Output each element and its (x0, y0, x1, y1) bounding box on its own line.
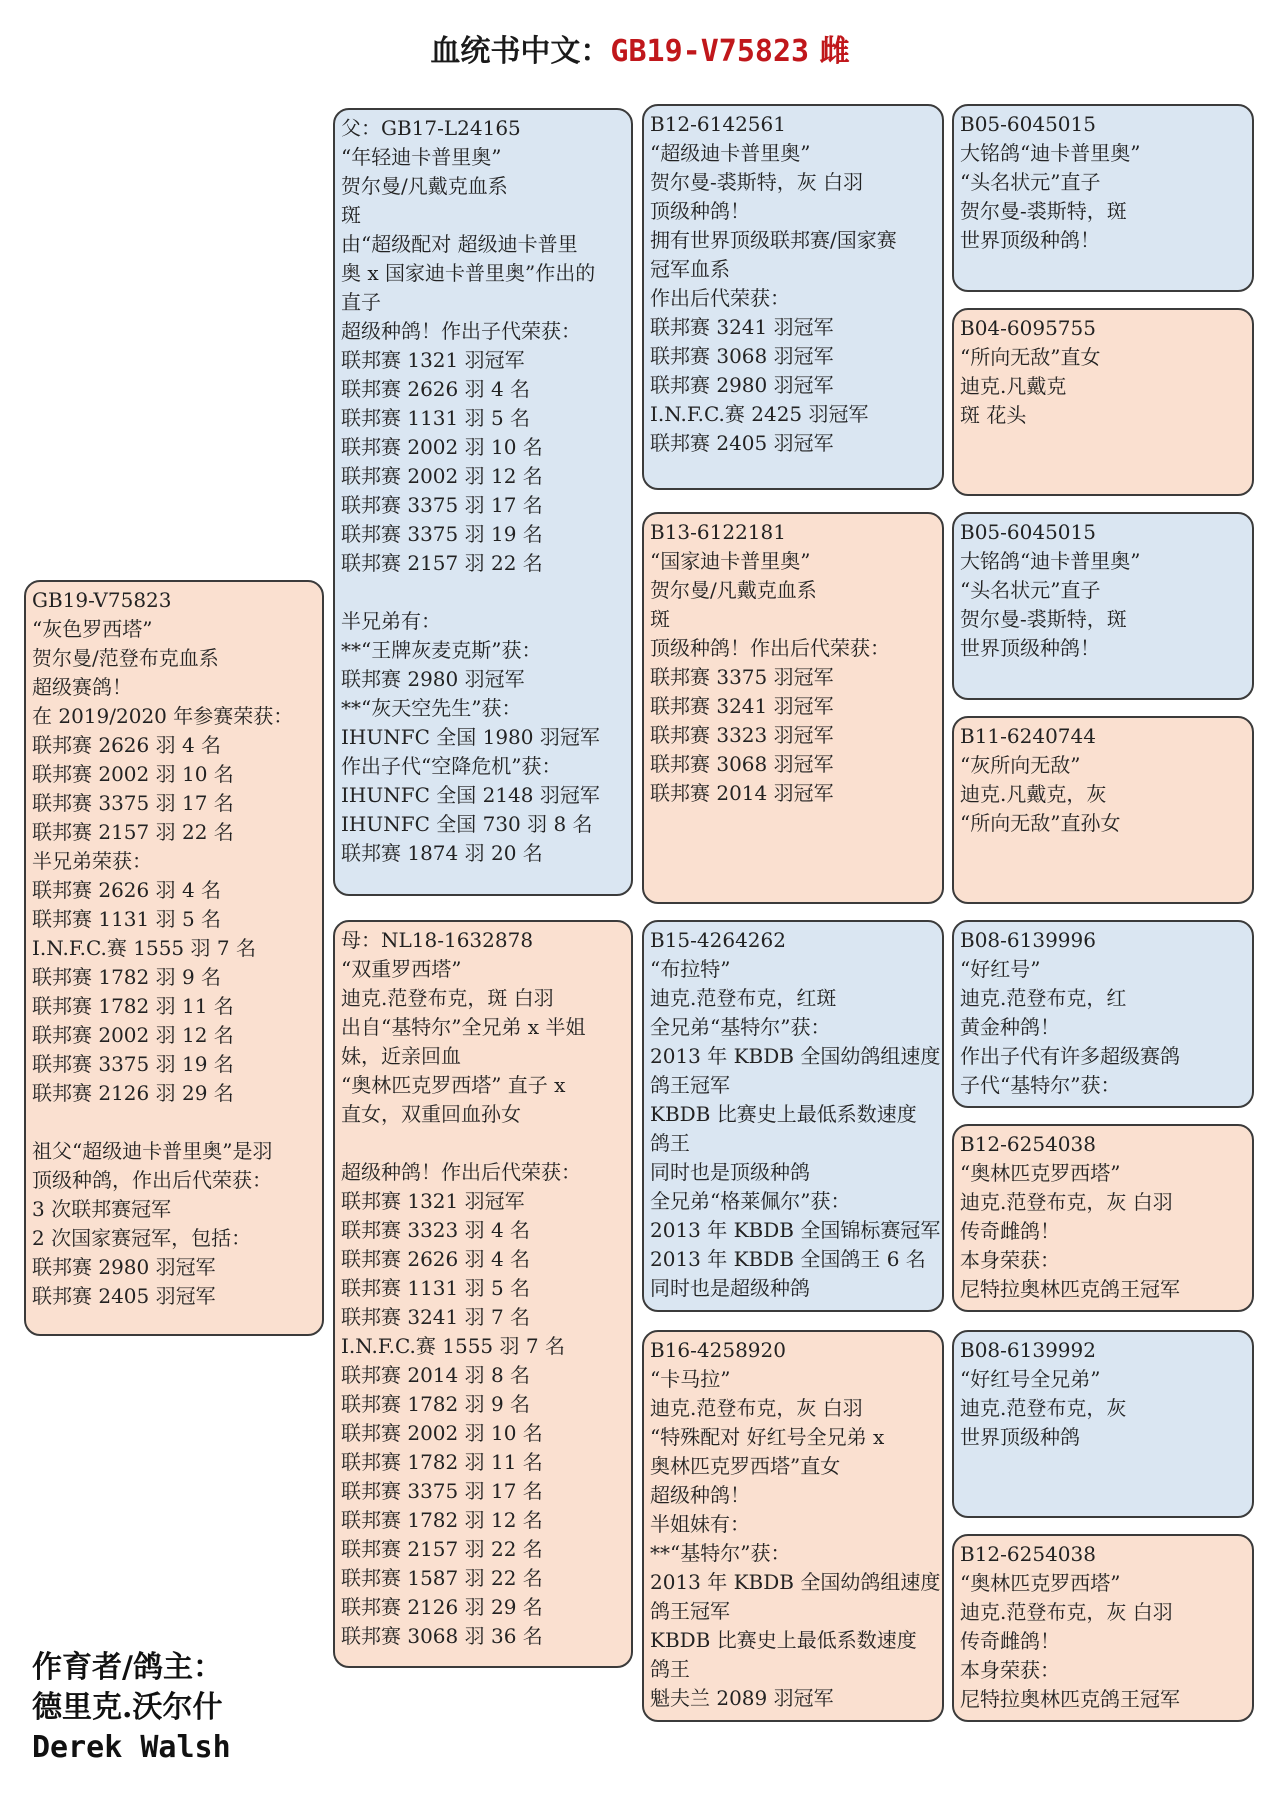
pedigree-line: 传奇雌鸽！ (960, 1629, 1060, 1653)
title-sex: 雌 (819, 34, 850, 69)
pigeon-ring-number: B05-6045015 (960, 520, 1096, 544)
pedigree-line: 联邦赛 2126 羽 29 名 (341, 1595, 543, 1619)
pedigree-line: 联邦赛 3241 羽冠军 (650, 315, 834, 339)
pedigree-line: 联邦赛 1131 羽 5 名 (341, 406, 531, 430)
pedigree-line: 大铭鸽“迪卡普里奥” (960, 141, 1141, 165)
title-label: 血统书中文： (430, 34, 611, 69)
pigeon-ring-number: B15-4264262 (650, 928, 786, 952)
pedigree-line: “好红号” (960, 957, 1041, 981)
pedigree-line: 拥有世界顶级联邦赛/国家赛 (650, 228, 897, 252)
pedigree-line: “年轻迪卡普里奥” (341, 145, 502, 169)
pedigree-line: KBDB 比赛史上最低系数速度 (650, 1628, 917, 1652)
pedigree-line: 联邦赛 1131 羽 5 名 (32, 907, 222, 931)
pedigree-line: “好红号全兄弟” (960, 1367, 1101, 1391)
pedigree-line: 2013 年 KBDB 全国锦标赛冠军 (650, 1218, 941, 1242)
pedigree-line: 联邦赛 3068 羽冠军 (650, 344, 834, 368)
pedigree-line: 直子 (341, 290, 381, 314)
pedigree-line: 本身荣获： (960, 1658, 1060, 1682)
pedigree-box-ds-sire (952, 920, 1254, 1108)
pedigree-line: 联邦赛 3323 羽 4 名 (341, 1218, 531, 1242)
pedigree-line: 联邦赛 2157 羽 22 名 (32, 820, 234, 844)
pedigree-line: 鸽王 (650, 1131, 690, 1155)
pedigree-line: 超级种鸽！作出子代荣获： (341, 319, 581, 343)
pedigree-line: 联邦赛 2002 羽 12 名 (341, 464, 543, 488)
pedigree-line: 迪克.范登布克，红斑 (650, 986, 837, 1010)
pedigree-box-dam (333, 920, 633, 1668)
pedigree-line: 顶级种鸽！作出后代荣获： (650, 636, 890, 660)
pedigree-line: 在 2019/2020 年参赛荣获： (32, 704, 294, 728)
pedigree-line: 联邦赛 2980 羽冠军 (32, 1255, 216, 1279)
pedigree-line: 联邦赛 2002 羽 12 名 (32, 1023, 234, 1047)
pedigree-line: 2013 年 KBDB 全国鸽王 6 名 (650, 1247, 926, 1271)
pedigree-line: 半兄弟荣获： (32, 849, 152, 873)
pedigree-line: 本身荣获： (960, 1248, 1060, 1272)
pedigree-line: 联邦赛 1782 羽 12 名 (341, 1508, 543, 1532)
pedigree-line (341, 1129, 625, 1158)
pedigree-line: 斑 花头 (960, 403, 1027, 427)
pedigree-box-ds-dam (952, 1124, 1254, 1312)
pedigree-line: 作出后代荣获： (650, 286, 790, 310)
pedigree-line: KBDB 比赛史上最低系数速度 (650, 1102, 917, 1126)
pedigree-line: 联邦赛 1782 羽 11 名 (341, 1450, 543, 1474)
pedigree-line: 斑 (341, 203, 361, 227)
pedigree-line: “所向无敌”直孙女 (960, 811, 1121, 835)
title-ring-number: GB19-V75823 (610, 34, 810, 69)
pedigree-line: 迪克.范登布克，灰 白羽 (960, 1190, 1173, 1214)
pedigree-line: IHUNFC 全国 730 羽 8 名 (341, 812, 593, 836)
pedigree-line: “所向无敌”直女 (960, 345, 1101, 369)
pedigree-line: 联邦赛 3068 羽冠军 (650, 752, 834, 776)
pedigree-line: **“灰天空先生”获： (341, 696, 522, 720)
breeder-owner (32, 1648, 231, 1768)
pedigree-line: 冠军血系 (650, 257, 730, 281)
pedigree-box-sd-sire (952, 512, 1254, 700)
pedigree-line: 贺尔曼/凡戴克血系 (341, 174, 508, 198)
pedigree-line: 迪克.凡戴克 (960, 374, 1067, 398)
pedigree-line: 联邦赛 2157 羽 22 名 (341, 1537, 543, 1561)
pedigree-line: 联邦赛 3375 羽 19 名 (341, 522, 543, 546)
pigeon-ring-number: B12-6254038 (960, 1132, 1096, 1156)
pedigree-line: “国家迪卡普里奥” (650, 549, 811, 573)
pedigree-line: 尼特拉奥林匹克鸽王冠军 (960, 1277, 1180, 1301)
pedigree-line: 迪克.范登布克，斑 白羽 (341, 986, 554, 1010)
pedigree-line: 3 次联邦赛冠军 (32, 1197, 172, 1221)
pedigree-line: I.N.F.C.赛 2425 羽冠军 (650, 402, 869, 426)
pedigree-line: 迪克.范登布克，红 (960, 986, 1127, 1010)
pigeon-ring-number: B08-6139992 (960, 1338, 1096, 1362)
pigeon-ring-number: B13-6122181 (650, 520, 786, 544)
pedigree-line: “布拉特” (650, 957, 731, 981)
pedigree-line: I.N.F.C.赛 1555 羽 7 名 (32, 936, 256, 960)
pedigree-line (341, 578, 625, 607)
pedigree-line: 联邦赛 2002 羽 10 名 (341, 435, 543, 459)
pigeon-ring-number: B05-6045015 (960, 112, 1096, 136)
pedigree-line (32, 1108, 316, 1137)
pedigree-line: 世界顶级种鸽！ (960, 228, 1100, 252)
pedigree-line: 同时也是顶级种鸽 (650, 1160, 810, 1184)
pedigree-line: 联邦赛 3375 羽冠军 (650, 665, 834, 689)
pedigree-line: 2013 年 KBDB 全国幼鸽组速度 (650, 1044, 941, 1068)
pedigree-line: 鸽王冠军 (650, 1073, 730, 1097)
pedigree-line: 半兄弟有： (341, 609, 441, 633)
pedigree-line: 贺尔曼-裘斯特，斑 (960, 199, 1127, 223)
pedigree-line: 贺尔曼/凡戴克血系 (650, 578, 817, 602)
pedigree-line: 联邦赛 3375 羽 17 名 (32, 791, 234, 815)
pedigree-box-ss-dam (952, 308, 1254, 496)
pedigree-line: 大铭鸽“迪卡普里奥” (960, 549, 1141, 573)
pedigree-line: 联邦赛 1874 羽 20 名 (341, 841, 543, 865)
pedigree-line: 联邦赛 2980 羽冠军 (341, 667, 525, 691)
pedigree-box-sd-dam (952, 716, 1254, 904)
pedigree-line: IHUNFC 全国 2148 羽冠军 (341, 783, 600, 807)
pedigree-box-ss-sire (952, 104, 1254, 292)
pedigree-line: 传奇雌鸽！ (960, 1219, 1060, 1243)
pedigree-line: 作出子代“空降危机”获： (341, 754, 562, 778)
pedigree-line: 祖父“超级迪卡普里奥”是羽 (32, 1139, 273, 1163)
pedigree-box-sire (333, 108, 633, 896)
pedigree-line: 迪克.凡戴克，灰 (960, 782, 1107, 806)
pedigree-box-subject (24, 580, 324, 1336)
pedigree-line: 超级种鸽！ (650, 1483, 750, 1507)
pedigree-line: 2013 年 KBDB 全国幼鸽组速度 (650, 1570, 941, 1594)
pedigree-line: 作出子代有许多超级赛鸽 (960, 1044, 1180, 1068)
pedigree-line: **“基特尔”获： (650, 1541, 791, 1565)
pedigree-line: 迪克.范登布克，灰 白羽 (960, 1600, 1173, 1624)
pedigree-line: 联邦赛 3375 羽 17 名 (341, 493, 543, 517)
pigeon-ring-number: GB19-V75823 (32, 588, 172, 612)
pedigree-line: 由“超级配对 超级迪卡普里 (341, 232, 578, 256)
pedigree-line: “头名状元”直子 (960, 578, 1101, 602)
pedigree-line: 联邦赛 2014 羽 8 名 (341, 1363, 531, 1387)
pedigree-line: I.N.F.C.赛 1555 羽 7 名 (341, 1334, 565, 1358)
pedigree-line: 顶级种鸽！ (650, 199, 750, 223)
pedigree-line: 鸽王冠军 (650, 1599, 730, 1623)
page-title (0, 26, 1280, 70)
pedigree-line: 半姐妹有： (650, 1512, 750, 1536)
pedigree-line: 迪克.范登布克，灰 (960, 1396, 1127, 1420)
pedigree-line: 联邦赛 2405 羽冠军 (32, 1284, 216, 1308)
pedigree-line: **“王牌灰麦克斯”获： (341, 638, 542, 662)
pedigree-line: 子代“基特尔”获： (960, 1073, 1121, 1097)
pedigree-line: 联邦赛 2626 羽 4 名 (32, 878, 222, 902)
pedigree-line: 黄金种鸽！ (960, 1015, 1060, 1039)
pedigree-line: 联邦赛 3375 羽 19 名 (32, 1052, 234, 1076)
pedigree-line: 联邦赛 1782 羽 9 名 (341, 1392, 531, 1416)
pedigree-line: 妹，近亲回血 (341, 1044, 461, 1068)
pedigree-line: 联邦赛 1782 羽 9 名 (32, 965, 222, 989)
pedigree-line: 贺尔曼/范登布克血系 (32, 646, 219, 670)
pigeon-ring-number: B12-6254038 (960, 1542, 1096, 1566)
pedigree-line: 奥 x 国家迪卡普里奥”作出的 (341, 261, 596, 285)
breeder-name-en: Derek Walsh (32, 1730, 231, 1765)
pedigree-line: 全兄弟“格莱佩尔”获： (650, 1189, 851, 1213)
pigeon-ring-number: 父：GB17-L24165 (341, 116, 521, 140)
pedigree-line: 联邦赛 1321 羽冠军 (341, 348, 525, 372)
pedigree-line: 超级种鸽！作出后代荣获： (341, 1160, 581, 1184)
pedigree-line: “超级迪卡普里奥” (650, 141, 811, 165)
pedigree-line: 同时也是超级种鸽 (650, 1276, 810, 1300)
pigeon-ring-number: B08-6139996 (960, 928, 1096, 952)
pedigree-line: 联邦赛 1131 羽 5 名 (341, 1276, 531, 1300)
pedigree-line: 联邦赛 3241 羽冠军 (650, 694, 834, 718)
breeder-label: 作育者/鸽主： (32, 1650, 223, 1685)
pedigree-line: IHUNFC 全国 1980 羽冠军 (341, 725, 600, 749)
pedigree-line: 超级赛鸽！ (32, 675, 132, 699)
pedigree-line: 联邦赛 2626 羽 4 名 (32, 733, 222, 757)
pedigree-line: 联邦赛 2626 羽 4 名 (341, 377, 531, 401)
pedigree-line: 联邦赛 2126 羽 29 名 (32, 1081, 234, 1105)
pedigree-line: “奥林匹克罗西塔” (960, 1161, 1121, 1185)
pedigree-line: “双重罗西塔” (341, 957, 462, 981)
pedigree-box-dam-sire (642, 920, 944, 1312)
pedigree-line: 联邦赛 2014 羽冠军 (650, 781, 834, 805)
breeder-name-zh: 德里克.沃尔什 (32, 1690, 223, 1725)
pedigree-line: 联邦赛 2157 羽 22 名 (341, 551, 543, 575)
pedigree-line: 联邦赛 2626 羽 4 名 (341, 1247, 531, 1271)
pedigree-line: 魁夫兰 2089 羽冠军 (650, 1686, 834, 1710)
pigeon-ring-number: B11-6240744 (960, 724, 1096, 748)
pigeon-ring-number: B16-4258920 (650, 1338, 786, 1362)
pedigree-line: 联邦赛 2980 羽冠军 (650, 373, 834, 397)
pedigree-line: “灰所向无敌” (960, 753, 1081, 777)
pigeon-ring-number: B04-6095755 (960, 316, 1096, 340)
pedigree-line: 联邦赛 3375 羽 17 名 (341, 1479, 543, 1503)
pedigree-box-dd-sire (952, 1330, 1254, 1518)
pedigree-line: 联邦赛 3241 羽 7 名 (341, 1305, 531, 1329)
pedigree-line: 联邦赛 2002 羽 10 名 (341, 1421, 543, 1445)
pedigree-box-dam-dam (642, 1330, 944, 1722)
pedigree-line: 直女，双重回血孙女 (341, 1102, 521, 1126)
pedigree-line: 联邦赛 1587 羽 22 名 (341, 1566, 543, 1590)
pedigree-line: 联邦赛 1782 羽 11 名 (32, 994, 234, 1018)
pedigree-line: 联邦赛 1321 羽冠军 (341, 1189, 525, 1213)
pedigree-line: 联邦赛 3323 羽冠军 (650, 723, 834, 747)
pedigree-line: 联邦赛 2002 羽 10 名 (32, 762, 234, 786)
pedigree-line: 出自“基特尔”全兄弟 x 半姐 (341, 1015, 586, 1039)
pedigree-line: 奥林匹克罗西塔”直女 (650, 1454, 841, 1478)
pedigree-line: 鸽王 (650, 1657, 690, 1681)
pedigree-line: “头名状元”直子 (960, 170, 1101, 194)
pedigree-line: “奥林匹克罗西塔” (960, 1571, 1121, 1595)
pedigree-box-sire-sire (642, 104, 944, 490)
pedigree-line: 贺尔曼-裘斯特，灰 白羽 (650, 170, 864, 194)
pedigree-line: 迪克.范登布克，灰 白羽 (650, 1396, 863, 1420)
pedigree-line: 全兄弟“基特尔”获： (650, 1015, 831, 1039)
pedigree-line: “卡马拉” (650, 1367, 731, 1391)
pedigree-line: 联邦赛 2405 羽冠军 (650, 431, 834, 455)
pedigree-box-sire-dam (642, 512, 944, 904)
pedigree-line: 顶级种鸽，作出后代荣获： (32, 1168, 272, 1192)
pedigree-line: “特殊配对 好红号全兄弟 x (650, 1425, 885, 1449)
pedigree-line: 尼特拉奥林匹克鸽王冠军 (960, 1687, 1180, 1711)
pedigree-line: 2 次国家赛冠军，包括： (32, 1226, 252, 1250)
pedigree-line: 斑 (650, 607, 670, 631)
pigeon-ring-number: 母：NL18-1632878 (341, 928, 534, 952)
pedigree-line: “奥林匹克罗西塔” 直子 x (341, 1073, 566, 1097)
pedigree-line: “灰色罗西塔” (32, 617, 153, 641)
pedigree-line: 贺尔曼-裘斯特，斑 (960, 607, 1127, 631)
pedigree-line: 联邦赛 3068 羽 36 名 (341, 1624, 543, 1648)
pedigree-line: 世界顶级种鸽！ (960, 636, 1100, 660)
pigeon-ring-number: B12-6142561 (650, 112, 786, 136)
pedigree-line: 世界顶级种鸽 (960, 1425, 1080, 1449)
pedigree-box-dd-dam (952, 1534, 1254, 1722)
